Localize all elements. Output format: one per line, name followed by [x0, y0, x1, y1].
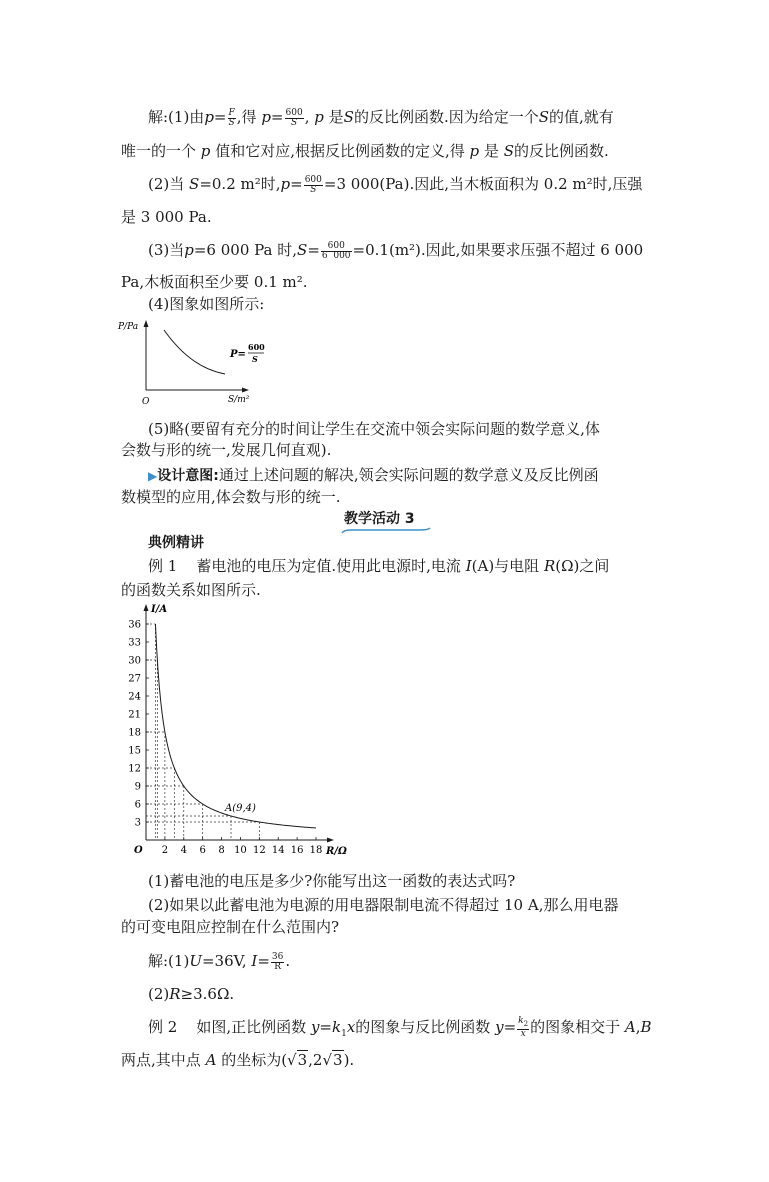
fraction-f-over-s	[228, 109, 236, 128]
y-tick-label: 27	[128, 673, 141, 685]
origin-label: O	[134, 845, 143, 856]
var-p: p	[200, 142, 211, 160]
question1: (1)蓄电池的电压是多少?你能写出这一函数的表达式吗?	[148, 872, 516, 890]
var-y: y	[495, 1018, 504, 1036]
var-p: p	[261, 108, 271, 126]
text: =0.1(m²).因此,如果要求压强不超过 6 000	[352, 241, 644, 259]
example1-line2: 的函数关系如图所示.	[121, 581, 261, 599]
equals: =	[503, 1018, 517, 1036]
origin-label: O	[142, 397, 150, 407]
x-tick-label: 8	[218, 845, 225, 856]
play-arrow-icon: ▶	[148, 469, 158, 483]
x-axis-label: S/m²	[228, 395, 250, 405]
subscript: 1	[341, 1029, 347, 1039]
x-tick-label: 18	[309, 845, 323, 856]
x-tick-label: 14	[271, 845, 285, 856]
solution1-line3	[148, 174, 642, 195]
var-u: U	[189, 952, 202, 970]
text: 两点,其中点	[121, 1051, 201, 1069]
subscript: 2	[523, 1019, 529, 1028]
y-tick-label: 12	[128, 763, 141, 775]
y-axis-label: P/Pa	[118, 322, 139, 332]
text: (Ω)之间	[555, 557, 610, 575]
text: 的坐标为(	[221, 1051, 288, 1069]
frac-den: S	[228, 117, 235, 128]
text: 唯一的一个	[121, 142, 197, 160]
activity-title: 教学活动 3	[344, 511, 415, 527]
solution1-line5	[148, 240, 643, 261]
text: ,得	[236, 108, 257, 126]
frac-num: 600	[304, 174, 322, 185]
var-i: I	[465, 557, 472, 575]
frac-den: S	[310, 184, 317, 195]
var-s: S	[503, 142, 514, 160]
fraction-600-over-6000	[321, 242, 352, 261]
question2-line1: (2)如果以此蓄电池为电源的用电器限制电流不得超过 10 A,那么用电器	[148, 896, 619, 914]
graph-pressure-area	[112, 318, 292, 410]
sqrt-radicand: 3	[333, 1051, 343, 1069]
chart-curve	[155, 624, 316, 828]
var-i: I	[251, 952, 258, 970]
y-tick-label: 3	[134, 817, 141, 829]
y-axis-arrow	[144, 320, 149, 327]
text: (3)当	[148, 241, 185, 259]
var-r: R	[169, 985, 181, 1003]
text: (A)与电阻	[471, 557, 540, 575]
answer2	[148, 984, 234, 1004]
solution1-line7: (4)图象如图所示:	[148, 295, 265, 313]
equals: =	[307, 241, 320, 259]
text: ).	[343, 1051, 355, 1069]
var-r: R	[543, 557, 556, 575]
frac-den: S	[291, 117, 298, 128]
var-a: A	[205, 1051, 217, 1069]
y-tick-label: 18	[128, 727, 141, 739]
frac-num: k	[518, 1016, 524, 1027]
solution1-line8: (5)略(要留有充分的时间让学生在交流中领会实际问题的数学意义,体	[148, 420, 600, 438]
frac-den: 6 000	[321, 250, 351, 261]
var-s: S	[189, 175, 200, 193]
var-k: k	[332, 1018, 342, 1036]
x-axis-arrow	[242, 388, 249, 393]
var-p: p	[280, 175, 291, 193]
text: ≥3.6Ω.	[180, 985, 235, 1003]
var-s: S	[538, 108, 549, 126]
equals: =	[319, 1018, 332, 1036]
frac-den: R	[274, 961, 282, 972]
text: (2)	[148, 985, 170, 1003]
text: .	[285, 952, 291, 970]
example1-line1	[148, 556, 609, 576]
solution1-line6: Pa,木板面积至少要 0.1 m².	[121, 273, 308, 291]
hyperbola-curve	[164, 330, 225, 374]
text: 解:(1)	[148, 952, 190, 970]
text: =6 000 Pa 时,	[193, 241, 298, 259]
y-tick-label: 9	[134, 781, 141, 793]
x-tick-label: 12	[252, 845, 266, 856]
design-intent-label: 设计意图:	[157, 468, 219, 484]
y-axis-label: I/A	[151, 604, 168, 615]
activity-underline-decoration	[340, 527, 432, 535]
formula-den: S	[252, 354, 258, 364]
chart-labels	[134, 604, 347, 857]
var-s: S	[343, 108, 354, 126]
fraction-36-over-r	[271, 953, 284, 972]
text: 通过上述问题的解决,领会实际问题的数学意义及反比例函	[218, 466, 599, 484]
text: 解:(1)由	[148, 108, 205, 126]
var-x: x	[346, 1018, 356, 1036]
frac-num: 600	[285, 107, 303, 118]
solution1-line4: 是 3 000 Pa.	[121, 208, 212, 226]
y-tick-label: 33	[128, 637, 141, 649]
chart-current-resistance	[112, 604, 347, 857]
equals: =	[270, 108, 284, 126]
design-intent-line2: 数模型的应用,体会数与形的统一.	[121, 488, 341, 506]
text: =0.2 m²时,	[199, 175, 281, 193]
text: 的值,就有	[549, 108, 614, 126]
var-a: A	[624, 1018, 636, 1036]
var-y: y	[310, 1018, 320, 1036]
x-tick-label: 16	[290, 845, 304, 856]
fraction-k2-over-x	[517, 1017, 529, 1039]
text: =3 000(Pa).因此,当木板面积为 0.2 m²时,压强	[323, 175, 643, 193]
y-tick-label: 24	[128, 691, 141, 703]
var-p: p	[184, 241, 194, 259]
fraction-600-over-s	[285, 109, 304, 128]
var-p: p	[469, 142, 480, 160]
x-axis-label: R/Ω	[326, 846, 347, 857]
solution1-line1	[148, 107, 614, 128]
y-tick-label: 21	[128, 709, 141, 721]
example2-line2: 两点,其中点 A 的坐标为(√3,2√3).	[121, 1051, 355, 1069]
text: 的反比例函数.因为给定一个	[353, 108, 539, 126]
var-p: p	[314, 108, 324, 126]
fraction-600-over-s	[304, 176, 323, 195]
inverse-proportion-curve	[155, 624, 316, 828]
text: 是	[483, 142, 499, 160]
x-axis-arrow	[327, 838, 334, 843]
text: 例 1 蓄电池的电压为定值.使用此电源时,电流	[148, 557, 461, 575]
design-intent-line	[148, 465, 599, 486]
text: ,2	[308, 1051, 323, 1069]
text: ,	[635, 1018, 641, 1036]
y-tick-label: 36	[128, 619, 141, 631]
y-axis-arrow	[144, 604, 149, 611]
text: 值和它对应,根据反比例函数的定义,得	[215, 142, 465, 160]
x-tick-label: 4	[180, 845, 187, 856]
section-title: 典例精讲	[148, 535, 204, 551]
answer1	[148, 951, 290, 972]
x-tick-label: 2	[161, 845, 169, 856]
frac-den: x	[520, 1028, 526, 1039]
frac-num: F	[228, 107, 235, 118]
text: 例 2 如图,正比例函数	[148, 1018, 307, 1036]
solution1-line2	[121, 141, 609, 161]
text: ,	[304, 108, 310, 126]
sqrt-radicand: 3	[297, 1051, 308, 1069]
equals: =	[290, 175, 303, 193]
var-p: p	[204, 108, 214, 126]
formula-lhs: P=	[230, 349, 246, 360]
text: (2)当	[148, 175, 185, 193]
frac-num: 36	[271, 951, 284, 962]
y-tick-label: 30	[128, 655, 141, 667]
annotation-point-a: A(9,4)	[225, 803, 256, 814]
frac-num: 600	[321, 242, 352, 252]
text: 的图象相交于	[530, 1018, 621, 1036]
formula-num: 600	[248, 342, 265, 352]
text: 的图象与反比例函数	[355, 1018, 491, 1036]
equals: =	[257, 952, 270, 970]
y-tick-label: 6	[134, 799, 141, 811]
x-tick-label: 6	[199, 845, 206, 856]
solution1-line9: 会数与形的统一,发展几何直观).	[121, 441, 332, 459]
equals: =	[213, 108, 227, 126]
y-tick-label: 15	[128, 745, 141, 757]
text: 的反比例函数.	[513, 142, 609, 160]
text: =36V,	[201, 952, 247, 970]
question2-line2: 的可变电阻应控制在什么范围内?	[121, 918, 340, 936]
x-tick-label: 10	[234, 845, 247, 856]
example2-line1	[148, 1017, 652, 1044]
text: 是	[328, 108, 344, 126]
var-s: S	[297, 241, 308, 259]
var-b: B	[640, 1018, 652, 1036]
